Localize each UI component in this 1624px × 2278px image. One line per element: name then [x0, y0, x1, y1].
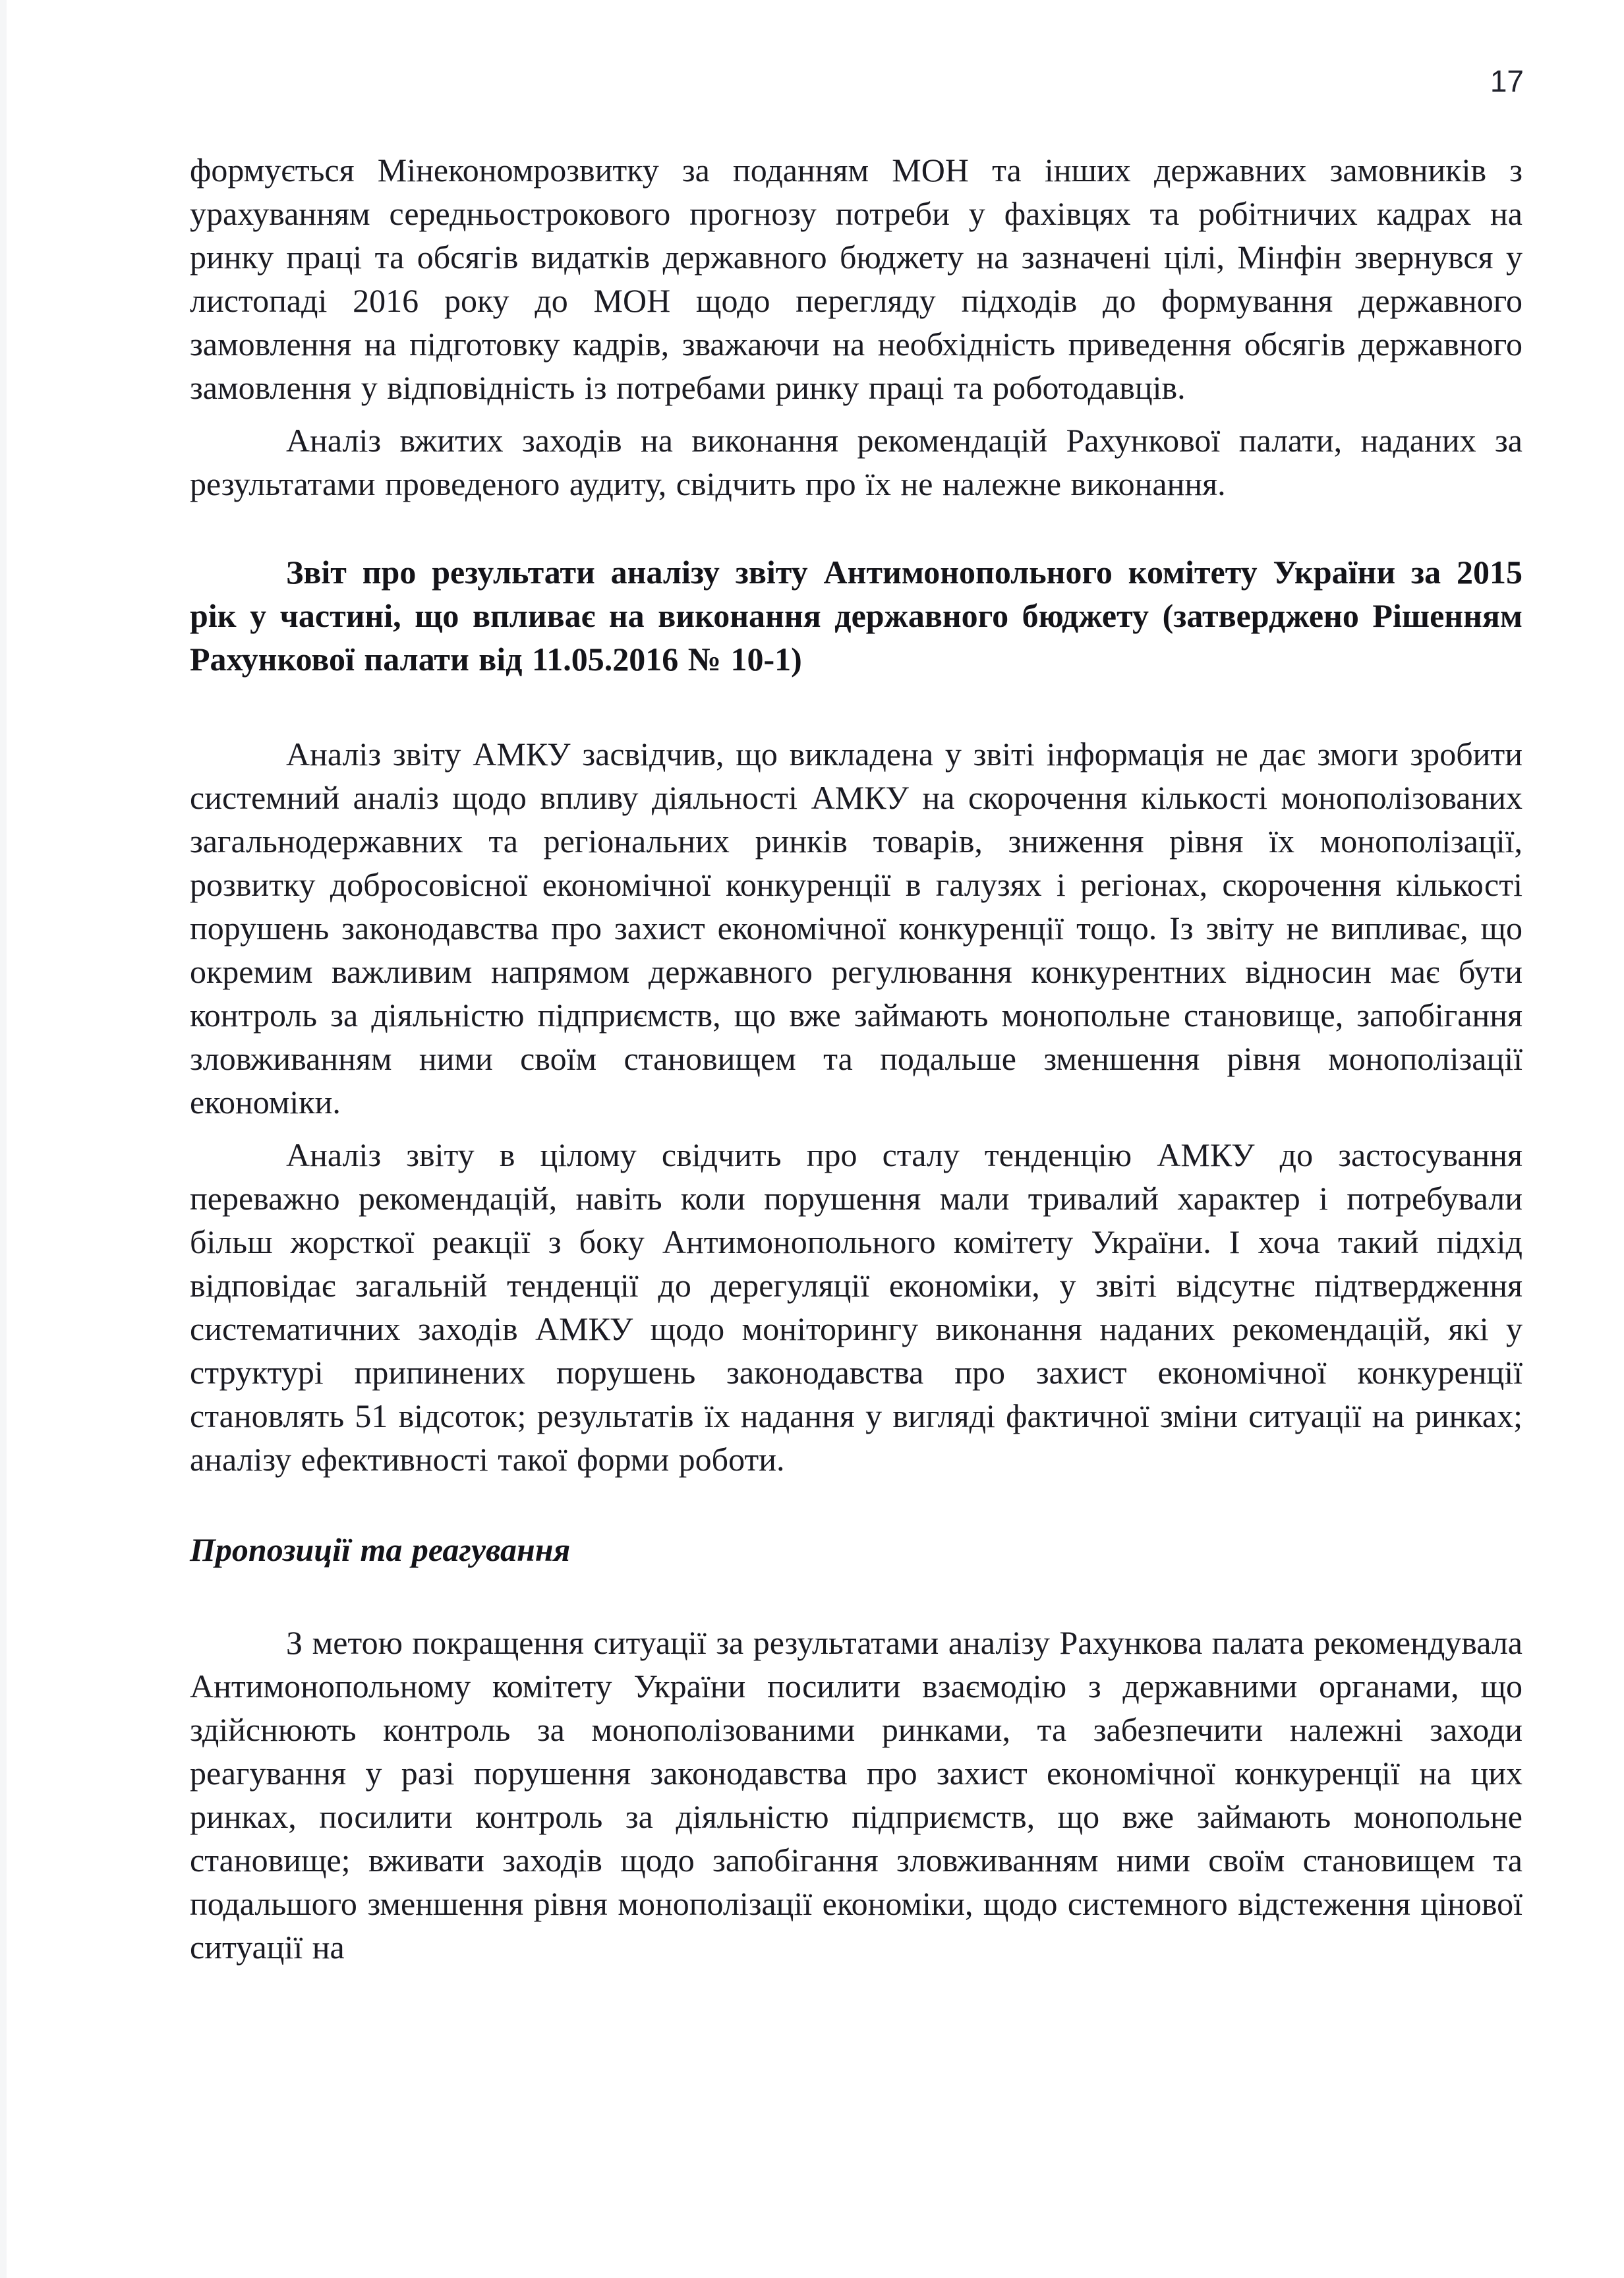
paragraph-continuation-state-order-formation: формується Мінекономрозвитку за поданням МОН та інших державних замовників з урахуванням середньострокового прогнозу потреби у фахівцях та робітничих кадрах на ринку праці та обсягів видатків державного бюджету на зазначені цілі, Мінфін звернувся у листопаді 2016 року до МОН щодо перегляду підходів до формування державного замовлення на підготовку кадрів, зважаючи на необхідність приведення обсягів державного замовлення у відповідність із потребами ринку праці та роботодавців. [190, 152, 1522, 406]
paragraph-amku-report-analysis: Аналіз звіту АМКУ засвідчив, що викладена у звіті інформація не дає змоги зробити системний аналіз щодо впливу діяльності АМКУ на скорочення кількості монополізованих загальнодержавних та регіональних ринків товарів, зниження рівня їх монополізації, розвитку добросовісної економічної конкуренції в галузях і регіонах, скорочення кількості порушень законодавства про захист економічної конкуренції тощо. Із звіту не випливає, що окремим важливим напрямом державного регулювання конкурентних відносин має бути контроль за діяльністю підприємств, що вже займають монопольне становище, запобігання зловживанням ними своїм становищем та подальше зменшення рівня монополізації економіки. [190, 736, 1522, 1121]
scan-edge-artifact [0, 0, 7, 2278]
paragraph-audit-measures-conclusion: Аналіз вжитих заходів на виконання рекомендацій Рахункової палати, наданих за результатами проведеного аудиту, свідчить про їх не належне виконання. [190, 422, 1522, 502]
page-number: 17 [1490, 64, 1524, 98]
subheading-proposals-and-response: Пропозиції та реагування [190, 1531, 571, 1568]
section-heading-amku-report: Звіт про результати аналізу звіту Антимонопольного комітету України за 2015 рік у частині, що впливає на виконання державного бюджету (затверджено Рішенням Рахункової палати від 11.05.2016 № 10-1) [190, 554, 1522, 678]
document-body [190, 148, 1522, 1978]
paragraph-accounting-chamber-recommendations: З метою покращення ситуації за результатами аналізу Рахункова палата рекомендувала Антимонопольному комітету України посилити взаємодію з державними органами, що здійснюють контроль за монополізованими ринками, та забезпечити належні заходи реагування у разі порушення законодавства про захист економічної конкуренції на цих ринках, посилити контроль за діяльністю підприємств, що вже займають монопольне становище; вживати заходів щодо запобігання зловживанням ними своїм становищем та подальшого зменшення рівня монополізації економіки, щодо системного відстеження цінової ситуації на [190, 1624, 1522, 1966]
paragraph-amku-tendency-recommendations: Аналіз звіту в цілому свідчить про сталу тенденцію АМКУ до застосування переважно рекомендацій, навіть коли порушення мали тривалий характер і потребували більш жорсткої реакції з боку Антимонопольного комітету України. І хоча такий підхід відповідає загальній тенденції до дерегуляції економіки, у звіті відсутнє підтвердження систематичних заходів АМКУ щодо моніторингу виконання наданих рекомендацій, які у структурі припинених порушень законодавства про захист економічної конкуренції становлять 51 відсоток; результатів їх надання у вигляді фактичної зміни ситуації на ринках; аналізу ефективності такої форми роботи. [190, 1136, 1522, 1478]
